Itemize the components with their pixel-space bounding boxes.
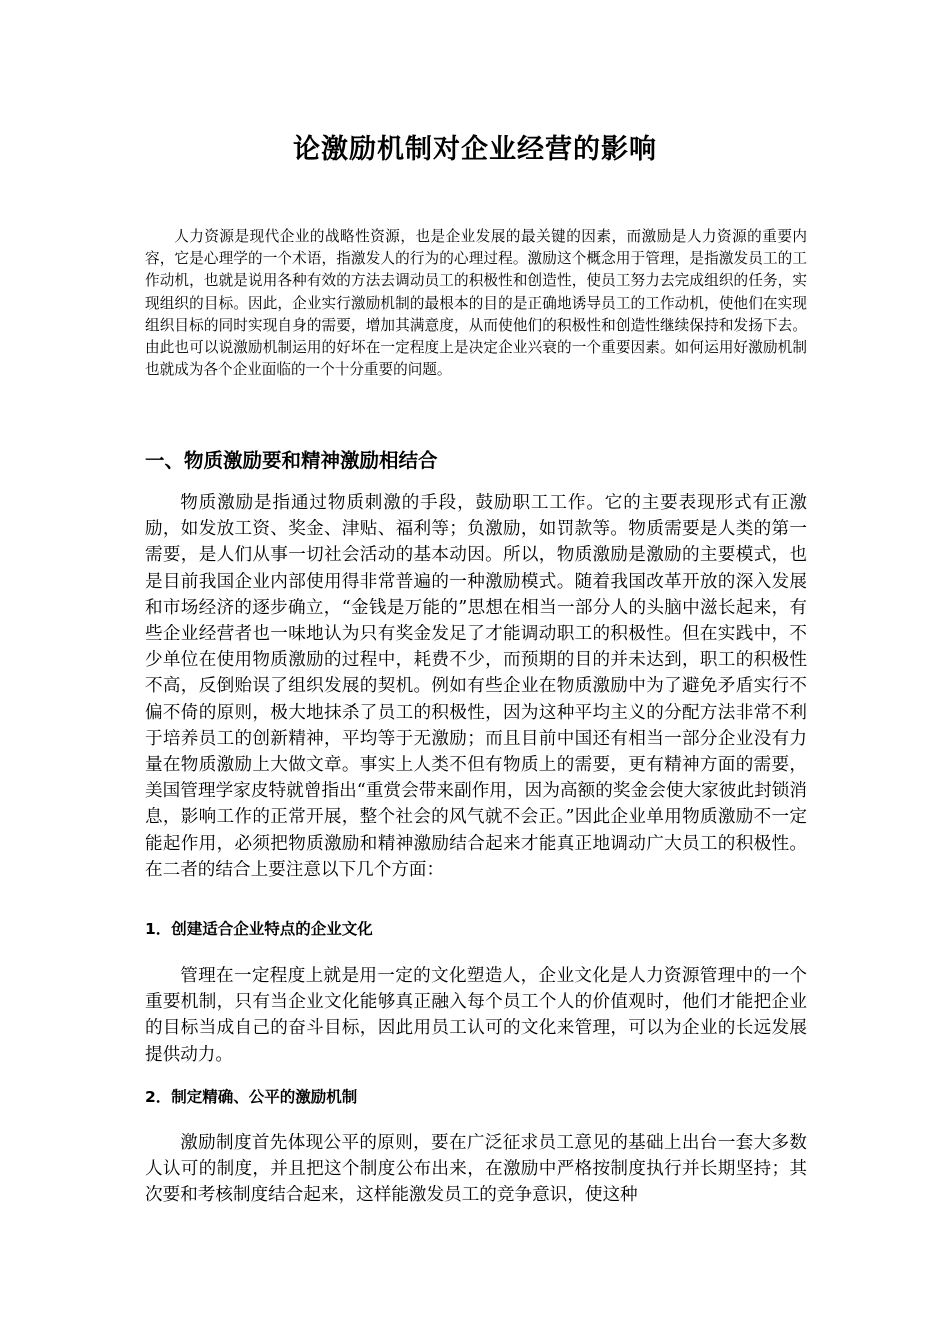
subsection-1-paragraph: 管理在一定程度上就是用一定的文化塑造人，企业文化是人力资源管理中的一个重要机制，只有当企业文化能够真正融入每个员工个人的价值观时，他们才能把企业的目标当成自己的奋斗目标，因此用员工认可的文化来管理，可以为企业的长远发展提供动力。: [145, 966, 807, 1065]
subsection-heading-1: 1．创建适合企业特点的企业文化: [145, 920, 373, 938]
intro-paragraph: 人力资源是现代企业的战略性资源，也是企业发展的最关键的因素，而激励是人力资源的重要内容，它是心理学的一个术语，指激发人的行为的心理过程。激励这个概念用于管理，是指激发员工的工作动机，也就是说用各种有效的方法去调动员工的积极性和创造性，使员工努力去完成组织的任务，实现组织的目标。因此，企业实行激励机制的最根本的目的是正确地诱导员工的工作动机，使他们在实现组织目标的同时实现自身的需要，增加其满意度，从而使他们的积极性和创造性继续保持和发扬下去。由此也可以说激励机制运用的好坏在一定程度上是决定企业兴衰的一个重要因素。如何运用好激励机制也就成为各个企业面临的一个十分重要的问题。: [145, 228, 807, 379]
document-title: 论激励机制对企业经营的影响: [293, 134, 657, 165]
section-1-paragraph: 物质激励是指通过物质刺激的手段，鼓励职工工作。它的主要表现形式有正激励，如发放工资、奖金、津贴、福利等；负激励，如罚款等。物质需要是人类的第一需要，是人们从事一切社会活动的基本动因。所以，物质激励是激励的主要模式，也是目前我国企业内部使用得非常普遍的一种激励模式。随着我国改革开放的深入发展和市场经济的逐步确立，“金钱是万能的”思想在相当一部分人的头脑中滋长起来，有些企业经营者也一味地认为只有奖金发足了才能调动职工的积极性。但在实践中，不少单位在使用物质激励的过程中，耗费不少，而预期的目的并未达到，职工的积极性不高，反倒贻误了组织发展的契机。例如有些企业在物质激励中为了避免矛盾实行不偏不倚的原则，极大地抹杀了员工的积极性，因为这种平均主义的分配方法非常不利于培养员工的创新精神，平均等于无激励；而且目前中国还有相当一部分企业没有力量在物质激励上大做文章。事实上人类不但有物质上的需要，更有精神方面的需要，美国管理学家皮特就曾指出“重赏会带来副作用，因为高额的奖金会使大家彼此封锁消息，影响工作的正常开展，整个社会的风气就不会正。”因此企业单用物质激励不一定能起作用，必须把物质激励和精神激励结合起来才能真正地调动广大员工的积极性。在二者的结合上要注意以下几个方面：: [145, 493, 807, 880]
subsection-2-paragraph: 激励制度首先体现公平的原则，要在广泛征求员工意见的基础上出台一套大多数人认可的制度，并且把这个制度公布出来，在激励中严格按制度执行并长期坚持；其次要和考核制度结合起来，这样能激发员工的竞争意识，使这种: [145, 1133, 807, 1206]
subsection-heading-2: 2．制定精确、公平的激励机制: [145, 1088, 358, 1106]
section-heading-1: 一、物质激励要和精神激励相结合: [145, 449, 438, 472]
